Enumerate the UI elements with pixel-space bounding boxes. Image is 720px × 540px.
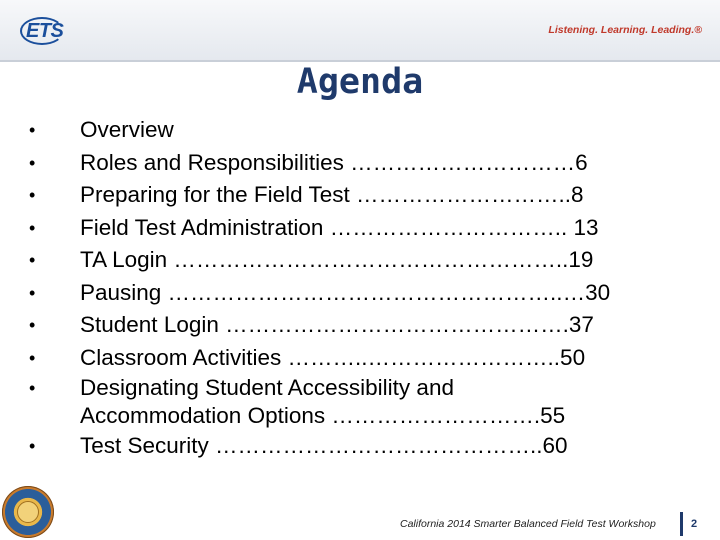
state-seal-icon <box>2 486 54 538</box>
agenda-item-text: Overview <box>80 117 174 142</box>
agenda-item <box>22 244 702 277</box>
agenda-item-text: Test Security ……………………………………..60 <box>80 433 568 458</box>
agenda-item-text: Classroom Activities ………..……………………..50 <box>80 344 586 370</box>
bullet-icon: • <box>29 152 36 173</box>
agenda-list <box>22 114 702 463</box>
page-number: 2 <box>691 518 698 530</box>
agenda-item <box>22 147 702 180</box>
agenda-item-text: Preparing for the Field Test ………………………..8 <box>80 182 584 207</box>
bullet-icon: • <box>29 436 36 456</box>
slide-title: Agenda <box>296 62 424 102</box>
bullet-icon: • <box>29 250 36 270</box>
agenda-item <box>22 374 702 430</box>
seal-center <box>17 501 39 523</box>
agenda-item-text: Field Test Administration ………………………….. 13 <box>80 214 599 240</box>
agenda-item <box>22 179 702 212</box>
bullet-icon: • <box>29 217 36 238</box>
bullet-icon: • <box>29 347 36 368</box>
agenda-item <box>22 430 702 463</box>
agenda-item <box>22 212 702 245</box>
bullet-icon: • <box>29 120 36 140</box>
footer-text: California 2014 Smarter Balanced Field Test Workshop <box>400 518 656 530</box>
agenda-item-text: Pausing ……………………………………………..…30 <box>80 279 611 305</box>
agenda-item-text: Roles and Responsibilities …………………………6 <box>80 149 588 175</box>
agenda-item-text: Designating Student Accessibility and Accommodation Options ……………………….55 <box>80 375 566 428</box>
agenda-item-text: TA Login ……………………………………………..19 <box>80 247 594 272</box>
bullet-icon: • <box>29 378 36 398</box>
agenda-item-text: Student Login ……………………………………….37 <box>80 312 594 337</box>
bullet-icon: • <box>29 315 36 335</box>
agenda-item <box>22 277 702 310</box>
footer-divider <box>680 512 683 536</box>
logo-text: ETS <box>26 20 64 42</box>
ets-logo <box>20 17 66 45</box>
bullet-icon: • <box>29 282 36 303</box>
agenda-item <box>22 114 702 147</box>
agenda-item <box>22 309 702 342</box>
bullet-icon: • <box>29 185 36 205</box>
tagline: Listening. Learning. Leading.® <box>548 24 702 36</box>
agenda-item <box>22 342 702 375</box>
